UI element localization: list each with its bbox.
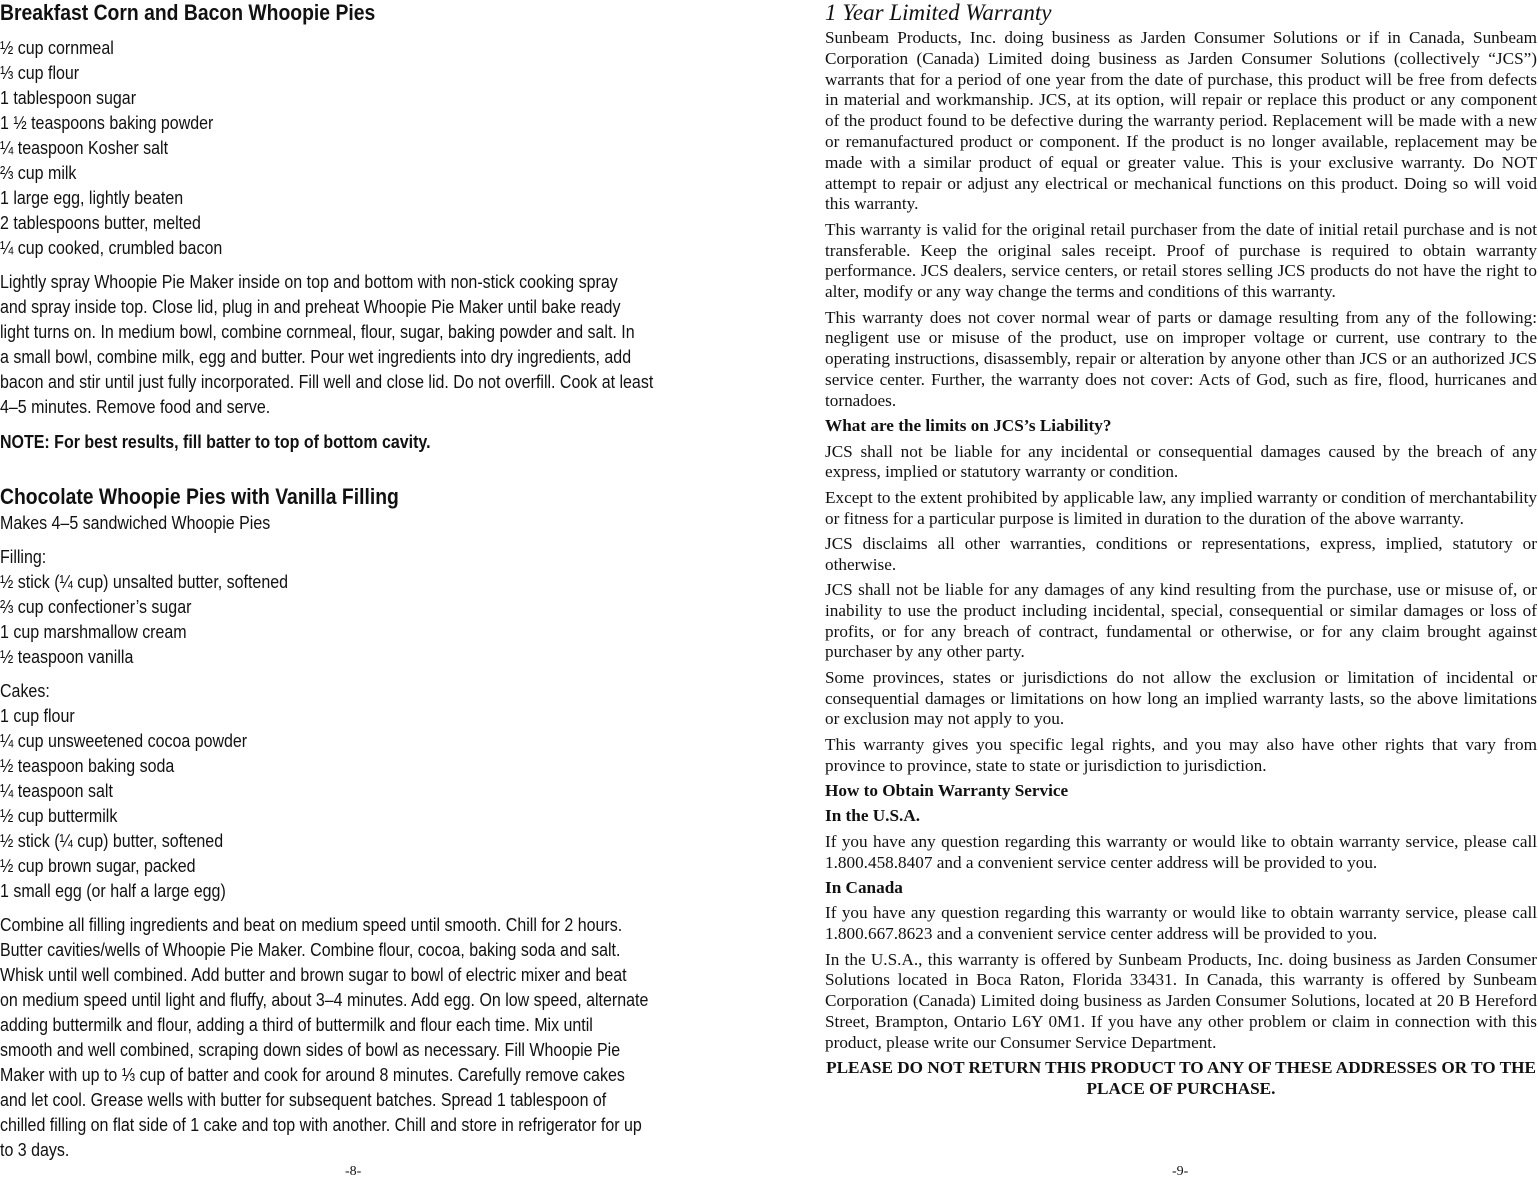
instruction-line: Whisk until well combined. Add butter and brown sugar to bowl of electric mixer and beat — [0, 964, 627, 985]
cakes-label: Cakes: — [0, 680, 50, 701]
warranty-paragraph: Sunbeam Products, Inc. doing business as Jarden Consumer Solutions or if in Canada, Sunbeam Corporation (Canada) Limited doing business as Jarden Consumer Solutions (collectively “JCS”) warrants that for a period of one year from the date of purchase, this product will be free from defects in material and workmanship. JCS, at its option, will repair or replace this product or any component of the product found to be defective during the warranty period. Replacement will be made with a new or remanufactured product or component. If the product is no longer available, replacement may be made with a similar product of equal or greater value. This is your exclusive warranty. Do NOT attempt to repair or adjust any electrical or mechanical functions on this product. Doing so will void this warranty. — [825, 28, 1537, 214]
ingredient: 1 ½ teaspoons baking powder — [0, 112, 214, 133]
instruction-line: Lightly spray Whoopie Pie Maker inside on top and bottom with non-stick cooking spray — [0, 271, 618, 292]
instruction-line: adding buttermilk and flour, adding a third of buttermilk and flour each time. Mix until — [0, 1014, 593, 1035]
ingredient: ¼ cup unsweetened cocoa powder — [0, 730, 248, 751]
ingredient: 2 tablespoons butter, melted — [0, 212, 201, 233]
cakes-ingredient-list — [0, 703, 720, 903]
ingredient: ½ teaspoon baking soda — [0, 755, 175, 776]
liability-heading: What are the limits on JCS’s Liability? — [825, 416, 1112, 436]
ingredient: 1 cup marshmallow cream — [0, 621, 187, 642]
ingredient: ¼ cup cooked, crumbled bacon — [0, 237, 223, 258]
ingredient: 1 small egg (or half a large egg) — [0, 880, 226, 901]
instruction-line: smooth and well combined, scraping down sides of bowl as necessary. Fill Whoopie Pie — [0, 1039, 621, 1060]
warranty-paragraph: JCS disclaims all other warranties, conditions or representations, express, implied, statutory or otherwise. — [825, 533, 1537, 574]
warranty-paragraph: Some provinces, states or jurisdictions do not allow the exclusion or limitation of incidental or consequential damages or limitations on how long an implied warranty lasts, so the above limitations or exclusion may not apply to you. — [825, 667, 1537, 729]
instruction-line: and spray inside top. Close lid, plug in and preheat Whoopie Pie Maker until bake ready — [0, 296, 621, 317]
filling-ingredient-list — [0, 569, 720, 669]
instruction-line: to 3 days. — [0, 1139, 70, 1160]
recipe2-title: Chocolate Whoopie Pies with Vanilla Filling — [0, 484, 399, 509]
warranty-paragraph: This warranty gives you specific legal rights, and you may also have other rights that vary from province to province, state to state or jurisdiction to jurisdiction. — [825, 734, 1537, 775]
warranty-title: 1 Year Limited Warranty — [825, 0, 1052, 25]
warranty-paragraph: JCS shall not be liable for any incidental or consequential damages caused by the breach of any express, implied or statutory warranty or condition. — [825, 441, 1537, 482]
warranty-paragraph: If you have any question regarding this warranty or would like to obtain warranty service, please call 1.800.458.8407 and a convenient service center address will be provided to you. — [825, 831, 1537, 872]
instruction-line: chilled filling on flat side of 1 cake and top with another. Chill and store in refrigerator for up — [0, 1114, 642, 1135]
ingredient: ⅔ cup milk — [0, 162, 77, 183]
filling-label: Filling: — [0, 546, 47, 567]
ingredient: ⅓ cup flour — [0, 62, 80, 83]
warranty-paragraph: In the U.S.A., this warranty is offered by Sunbeam Products, Inc. doing business as Jarden Consumer Solutions located in Boca Raton, Florida 33431. In Canada, this warranty is offered by Sunbeam Corporation (Canada) Limited doing business as Jarden Consumer Solutions, located at 20 B Hereford Street, Brampton, Ontario L6Y 0M1. If you have any other problem or claim in connection with this product, please write our Consumer Service Department. — [825, 949, 1537, 1052]
ingredient: ½ cup buttermilk — [0, 805, 118, 826]
page-number-right: -9- — [1172, 1164, 1189, 1179]
instruction-line: and let cool. Grease wells with butter for subsequent batches. Spread 1 tablespoon of — [0, 1089, 607, 1110]
warranty-paragraph: This warranty does not cover normal wear of parts or damage resulting from any of the following: negligent use or misuse of the product, use on improper voltage or current, use contrary to the operating instructions, disassembly, repair or alteration by anyone other than JCS or an authorized JCS service center. Further, the warranty does not cover: Acts of God, such as fire, flood, hurricanes and tornadoes. — [825, 307, 1537, 410]
ingredient: ½ stick (¼ cup) butter, softened — [0, 830, 224, 851]
instruction-line: a small bowl, combine milk, egg and butter. Pour wet ingredients into dry ingredients, add — [0, 346, 632, 367]
warranty-paragraph: If you have any question regarding this warranty or would like to obtain warranty service, please call 1.800.667.8623 and a convenient service center address will be provided to you. — [825, 903, 1537, 944]
ingredient: 1 large egg, lightly beaten — [0, 187, 184, 208]
recipe-page — [0, 0, 720, 1162]
warranty-paragraph: JCS shall not be liable for any damages of any kind resulting from the purchase, use or misuse of, or inability to use the product including incidental, special, consequential or similar damages or loss of profits, or for any breach of contract, fundamental or otherwise, or for any claim brought against purchaser by any other party. — [825, 580, 1537, 662]
instruction-line: Combine all filling ingredients and beat on medium speed until smooth. Chill for 2 hours. — [0, 914, 623, 935]
ingredient: ¼ teaspoon Kosher salt — [0, 137, 169, 158]
recipe1-ingredient-list — [0, 35, 720, 260]
usa-heading: In the U.S.A. — [825, 806, 921, 826]
instruction-line: 4–5 minutes. Remove food and serve. — [0, 396, 271, 417]
warranty-paragraph: This warranty is valid for the original retail purchaser from the date of initial retail purchase and is not transferable. Keep the original sales receipt. Proof of purchase is required to obtain warranty performance. JCS dealers, service centers, or retail stores selling JCS products do not have the right to alter, modify or any way change the terms and conditions of this warranty. — [825, 219, 1537, 302]
instruction-line: Butter cavities/wells of Whoopie Pie Maker. Combine flour, cocoa, baking soda and salt. — [0, 939, 621, 960]
recipe1-title: Breakfast Corn and Bacon Whoopie Pies — [0, 0, 376, 25]
ingredient: ½ cup brown sugar, packed — [0, 855, 196, 876]
ingredient: ½ teaspoon vanilla — [0, 646, 134, 667]
warranty-paragraph: Except to the extent prohibited by applicable law, any implied warranty or condition of merchantability or fitness for a particular purpose is limited in duration to the duration of the above warranty. — [825, 487, 1537, 528]
instruction-line: light turns on. In medium bowl, combine cornmeal, flour, sugar, baking powder and salt. In — [0, 321, 635, 342]
instruction-line: Maker with up to ⅓ cup of batter and cook for around 8 minutes. Carefully remove cakes — [0, 1064, 625, 1085]
service-heading: How to Obtain Warranty Service — [825, 781, 1069, 801]
ingredient: ½ cup cornmeal — [0, 37, 114, 58]
instruction-line: on medium speed until light and fluffy, about 3–4 minutes. Add egg. On low speed, alternate — [0, 989, 649, 1010]
recipe1-instructions — [0, 269, 720, 419]
ingredient: ½ stick (¼ cup) unsalted butter, softened — [0, 571, 289, 592]
recipe2-instructions — [0, 912, 720, 1162]
canada-heading: In Canada — [825, 878, 903, 897]
ingredient: 1 cup flour — [0, 705, 75, 726]
do-not-return-notice: PLEASE DO NOT RETURN THIS PRODUCT TO ANY OF THESE ADDRESSES OR TO THE PLACE OF PURCHASE. — [826, 1058, 1536, 1098]
instruction-line: bacon and stir until just fully incorporated. Fill well and close lid. Do not overfill. Cook at least — [0, 371, 654, 392]
ingredient: ⅔ cup confectioner’s sugar — [0, 596, 192, 617]
ingredient: ¼ teaspoon salt — [0, 780, 113, 801]
warranty-page — [825, 0, 1537, 1100]
page-number-left: -8- — [345, 1164, 362, 1179]
recipe2-subtitle: Makes 4–5 sandwiched Whoopie Pies — [0, 512, 271, 533]
ingredient: 1 tablespoon sugar — [0, 87, 137, 108]
recipe1-note: NOTE: For best results, fill batter to top of bottom cavity. — [0, 431, 431, 452]
